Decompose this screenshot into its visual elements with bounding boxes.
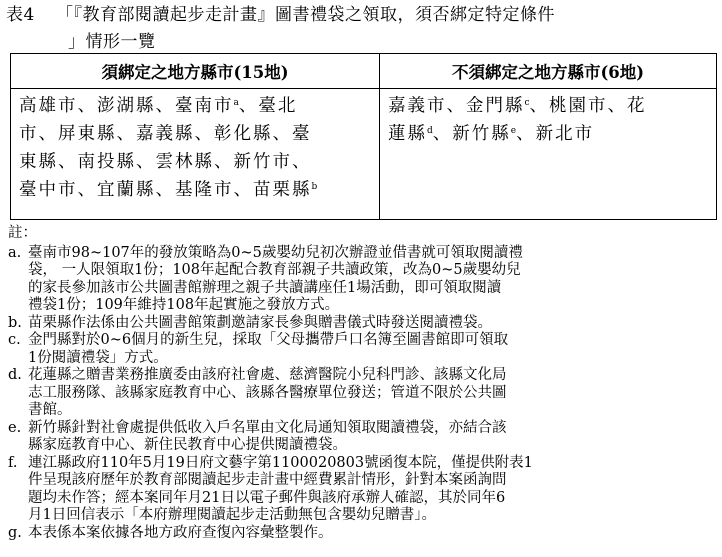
note-marker: g. bbox=[8, 524, 22, 541]
note-text bbox=[28, 367, 714, 420]
note-item bbox=[8, 315, 714, 333]
cell-not-required-counties bbox=[380, 89, 717, 220]
note-line: 月1日回信表示「本府辦理閱讀起步走活動無包含嬰幼兒贈書」。 bbox=[28, 507, 436, 523]
note-line: 袋， 一人限領取1份；108年起配合教育部親子共讀政策，改為0~5歲嬰幼兒 bbox=[28, 262, 521, 278]
cell-required-counties bbox=[11, 89, 380, 220]
note-item bbox=[8, 367, 714, 420]
note-marker: a. bbox=[8, 244, 22, 261]
note-line: 縣家庭教育中心、新住民教育中心提供閱讀禮袋。 bbox=[28, 437, 347, 453]
note-line: 志工服務隊、該縣家庭教育中心、該縣各醫療單位發送；管道不限於公共圖 bbox=[28, 384, 507, 401]
note-line: 禮袋1份；109年維持108年起實施之發放方式。 bbox=[28, 297, 340, 313]
header-row bbox=[11, 54, 717, 89]
notes-header: 註： bbox=[8, 225, 37, 241]
header-not-required: 不須綁定之地方縣市(6地) bbox=[380, 54, 717, 89]
text-line: 東縣、南投縣、雲林縣、新竹市、 bbox=[19, 152, 312, 172]
text-line: 臺中市、宜蘭縣、基隆市、苗栗縣$^b$ bbox=[19, 180, 318, 200]
note-text bbox=[28, 332, 714, 367]
note-marker: f. bbox=[8, 454, 18, 471]
note-text bbox=[28, 245, 714, 315]
footnote-mark: a bbox=[233, 98, 239, 108]
note-item bbox=[8, 332, 714, 367]
note-line: 件呈現該府歷年於教育部閱讀起步走計畫中經費累計情形，針對本案函詢問 bbox=[28, 472, 507, 488]
note-line: 臺南市98~107年的發放策略為0~5歲嬰幼兒初次辦證並借書就可領取閱讀禮 bbox=[28, 244, 523, 261]
note-line: 連江縣政府110年5月19日府文藝字第1100020803號函復本院，僅提供附表1 bbox=[28, 454, 533, 471]
note-line: 題均未作答；經本案同年月21日以電子郵件與該府承辦人確認，其於同年6 bbox=[28, 489, 506, 506]
note-line: 新竹縣針對社會處提供低收入戶名單由文化局通知領取閱讀禮袋，亦結合該 bbox=[28, 419, 507, 436]
note-text bbox=[28, 455, 714, 525]
note-line: 1份閱讀禮袋」方式。 bbox=[28, 349, 168, 366]
note-line: 苗栗縣作法係由公共圖書館策劃邀請家長參與贈書儀式時發送閱讀禮袋。 bbox=[28, 314, 492, 331]
note-item bbox=[8, 245, 714, 315]
note-item bbox=[8, 525, 714, 543]
note-line: 的家長參加該市公共圖書館辦理之親子共讀講座任1場活動，即可領取閱讀 bbox=[28, 279, 502, 296]
note-marker: c. bbox=[8, 332, 21, 348]
footnote-mark: e bbox=[510, 126, 517, 136]
notes-section bbox=[8, 225, 714, 542]
text-line: 市、屏東縣、嘉義縣、彰化縣、臺 bbox=[19, 124, 312, 144]
county-table bbox=[10, 53, 717, 220]
note-text bbox=[28, 315, 714, 333]
note-marker: e. bbox=[8, 419, 22, 436]
note-line: 金門縣對於0~6個月的新生兒，採取「父母攜帶戶口名簿至圖書館即可領取 bbox=[28, 332, 509, 348]
header-required: 須綁定之地方縣市(15地) bbox=[11, 54, 380, 89]
note-marker: d. bbox=[8, 367, 22, 383]
note-line: 花蓮縣之贈書業務推廣委由該府社會處、慈濟醫院小兒科門診、該縣文化局 bbox=[28, 367, 507, 383]
note-item bbox=[8, 455, 714, 525]
caption-line-2: 」情形一覽 bbox=[68, 32, 156, 52]
text-line: 嘉義市、金門縣$^c$、桃園市、花 bbox=[388, 96, 647, 116]
text-line: 蓮縣$^d$、新竹縣$^e$、新北市 bbox=[388, 124, 595, 144]
note-line: 書館。 bbox=[28, 402, 72, 418]
note-marker: b. bbox=[8, 314, 22, 331]
text-line: 高雄市、澎湖縣、臺南市$^a$、臺北 bbox=[19, 96, 298, 116]
caption-line-1: 「『教育部閱讀起步走計畫』圖書禮袋之領取，須否綁定特定條件 bbox=[56, 5, 555, 25]
body-row bbox=[11, 89, 717, 220]
note-line: 本表係本案依據各地方政府查復內容彙整製作。 bbox=[28, 524, 333, 541]
note-text bbox=[28, 525, 714, 543]
table-number: 表4 bbox=[6, 5, 35, 25]
note-item bbox=[8, 420, 714, 455]
footnote-mark: c bbox=[524, 98, 530, 108]
footnote-mark: d bbox=[427, 126, 433, 136]
notes-list bbox=[8, 245, 714, 543]
footnote-mark: b bbox=[311, 182, 318, 192]
note-text bbox=[28, 420, 714, 455]
